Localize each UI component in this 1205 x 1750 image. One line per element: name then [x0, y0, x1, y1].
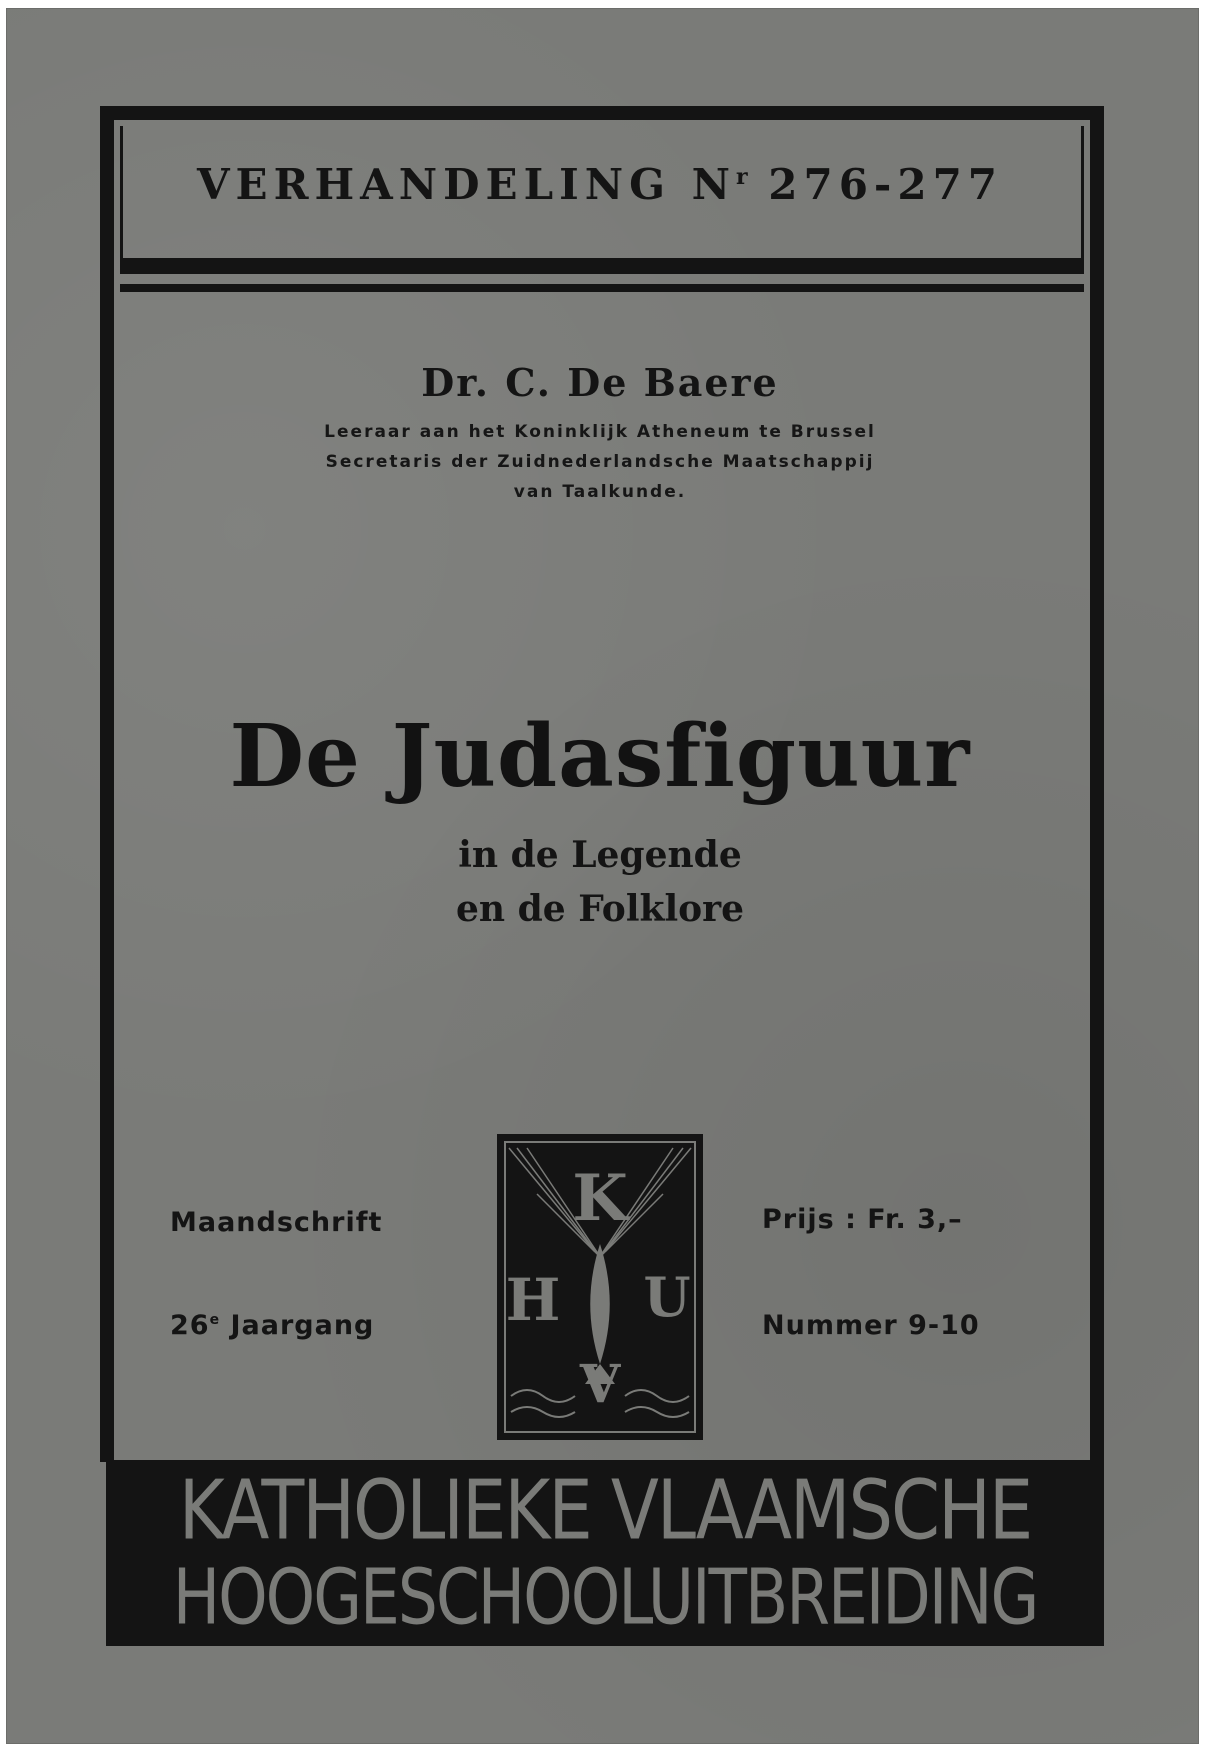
author-name: Dr. C. De Baere: [421, 360, 779, 405]
emblem-letter-v: V: [579, 1354, 621, 1415]
frame-left-rule: [100, 106, 114, 1462]
publisher-name-line-1: KATHOLIEKE VLAAMSCHE: [178, 1463, 1032, 1559]
inner-right-rule: [1081, 126, 1084, 266]
series-heading: [120, 160, 1080, 209]
header-bottom-rule-thick: [120, 258, 1084, 274]
author-affiliation-line-1: Leeraar aan het Koninklijk Atheneum te Brussel: [324, 422, 876, 442]
price: Prijs : Fr. 3,–: [762, 1204, 963, 1235]
frame-right-rule: [1090, 106, 1104, 1462]
emblem-letter-h: H: [505, 1266, 561, 1334]
volume-label: Jaargang: [220, 1310, 375, 1341]
volume-superscript: e: [209, 1312, 221, 1328]
publisher-name-line-2: HOOGESCHOOLUITBREIDING: [172, 1551, 1038, 1643]
book-title: De Judasfiguur: [229, 706, 971, 807]
series-label: VERHANDELING N: [196, 160, 737, 209]
header-bottom-rule-thin: [120, 284, 1084, 292]
book-subtitle-line-2: en de Folklore: [456, 888, 744, 930]
series-number-superscript: r: [736, 164, 748, 190]
volume-number: 26: [170, 1310, 210, 1341]
emblem-woodcut: [497, 1134, 703, 1440]
emblem-letter-u: U: [643, 1265, 691, 1329]
issue-number: Nummer 9-10: [762, 1310, 980, 1341]
book-subtitle-line-1: in de Legende: [458, 834, 742, 876]
author-affiliation-line-3: van Taalkunde.: [513, 482, 687, 502]
publisher-banner: [106, 1460, 1104, 1646]
khuv-emblem: [497, 1134, 703, 1440]
series-number: 276-277: [747, 160, 1004, 209]
publication-type: Maandschrift: [170, 1207, 383, 1238]
author-affiliation-line-2: Secretaris der Zuidnederlandsche Maatschappij: [325, 452, 875, 472]
frame-top-rule: [100, 106, 1104, 120]
emblem-letter-k: K: [572, 1161, 628, 1236]
volume-year: [170, 1310, 374, 1341]
